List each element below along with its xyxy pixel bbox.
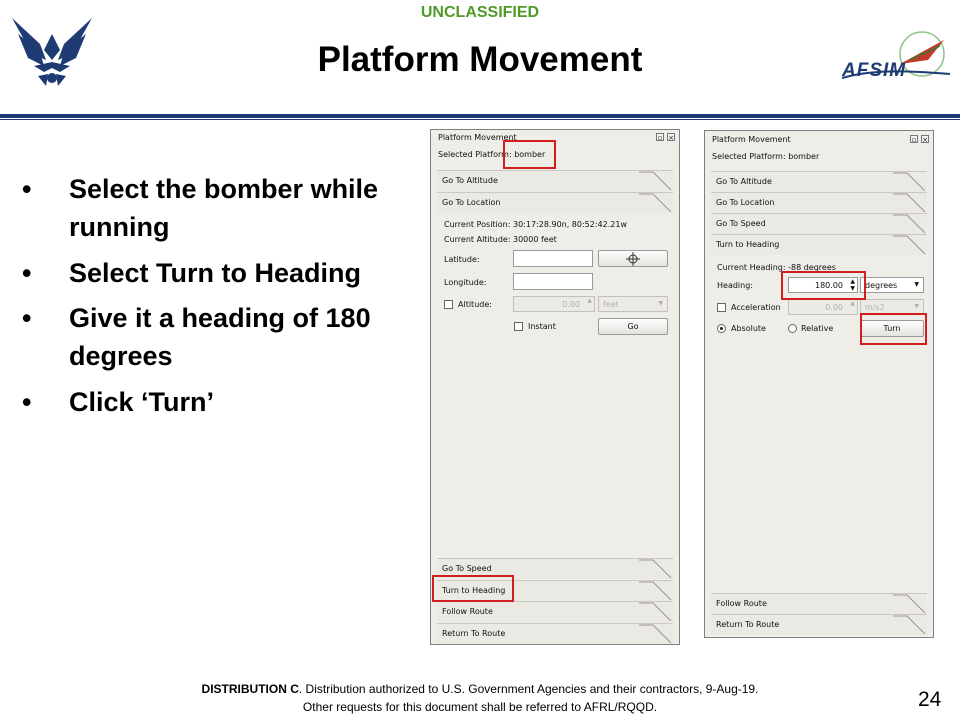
section-fold-icon [893, 594, 927, 614]
chevron-down-icon: ▼ [658, 300, 663, 307]
chevron-down-icon: ▼ [914, 281, 919, 288]
altitude-checkbox[interactable] [444, 300, 453, 309]
current-altitude-value: 30000 feet [513, 235, 557, 244]
acceleration-spinbox[interactable] [788, 299, 858, 315]
panel-title: Platform Movement [712, 135, 791, 144]
section-go-to-location[interactable] [711, 192, 927, 213]
highlight-heading-field [781, 271, 866, 300]
bullet-marker: • [22, 174, 32, 204]
heading-label: Heading: [717, 281, 753, 290]
relative-radio[interactable] [788, 324, 797, 333]
latitude-label: Latitude: [444, 255, 480, 264]
highlight-turn-to-heading [432, 575, 514, 602]
section-label: Go To Speed [442, 564, 492, 573]
section-return-to-route[interactable] [437, 623, 673, 644]
spin-arrows-icon[interactable]: ▲ [587, 297, 592, 304]
section-go-to-altitude[interactable] [437, 170, 673, 191]
bullet-text: Select the bomber while running [69, 174, 379, 242]
classification-banner: UNCLASSIFIED [420, 4, 540, 21]
close-icon[interactable]: × [922, 136, 928, 144]
section-label: Turn to Heading [716, 240, 780, 249]
platform-movement-panel-left [430, 129, 680, 645]
section-fold-icon [893, 193, 927, 213]
bullet-item [18, 383, 428, 423]
instant-checkbox[interactable] [514, 322, 523, 331]
altitude-spinbox[interactable] [513, 296, 595, 312]
section-fold-icon [639, 193, 673, 213]
section-fold-icon [893, 214, 927, 234]
section-label: Follow Route [716, 599, 767, 608]
section-fold-icon [639, 624, 673, 644]
bullet-marker: • [22, 387, 32, 417]
section-follow-route[interactable] [437, 601, 673, 622]
map-pick-button[interactable] [598, 250, 668, 267]
heading-unit-value: degrees [865, 281, 898, 290]
section-return-to-route[interactable] [711, 614, 927, 635]
acceleration-value: 0.00 [825, 303, 843, 312]
page-number: 24 [918, 688, 942, 711]
selected-platform-label: Selected Platform: bomber [712, 152, 820, 161]
absolute-radio[interactable] [717, 324, 726, 333]
acceleration-checkbox[interactable] [717, 303, 726, 312]
section-turn-to-heading[interactable] [711, 234, 927, 255]
section-label: Return To Route [442, 629, 506, 638]
altitude-unit-select[interactable] [598, 296, 668, 312]
turn-button[interactable]: Turn [860, 320, 924, 337]
section-fold-icon [893, 172, 927, 192]
distribution-line-2: Other requests for this document shall be referred to AFRL/RQQD. [302, 700, 658, 714]
bullet-text: Give it a heading of 180 degrees [69, 303, 371, 371]
section-label: Turn to Heading [442, 586, 506, 595]
float-button[interactable]: ▫ [657, 134, 663, 142]
crosshair-icon [626, 252, 640, 266]
section-go-to-location[interactable] [437, 192, 673, 213]
spin-arrows-icon[interactable]: ▲ [850, 300, 855, 307]
current-position-label: Current Position: [444, 220, 511, 229]
platform-movement-panel-right [704, 130, 934, 638]
afsim-logo-text: AFSIM [842, 60, 907, 81]
section-label: Go To Altitude [442, 176, 498, 185]
current-altitude-label: Current Altitude: [444, 235, 511, 244]
longitude-input[interactable] [513, 273, 593, 290]
section-fold-icon [639, 581, 673, 601]
bullet-marker: • [22, 258, 32, 288]
chevron-down-icon: ▼ [914, 303, 919, 310]
close-icon[interactable]: × [668, 134, 674, 142]
float-button[interactable]: ▫ [911, 136, 917, 144]
relative-label: Relative [801, 324, 834, 333]
highlight-selected-platform [503, 140, 556, 169]
section-label: Return To Route [716, 620, 780, 629]
section-fold-icon [639, 602, 673, 622]
section-go-to-speed[interactable] [711, 213, 927, 234]
bullet-text: Click ‘Turn’ [69, 387, 215, 417]
bullet-text: Select Turn to Heading [69, 258, 362, 288]
distribution-text: . Distribution authorized to U.S. Government Agencies and their contractors, 9-Aug-19. [298, 682, 759, 696]
heading-unit-select[interactable] [860, 277, 924, 293]
acceleration-label: Acceleration [731, 303, 781, 312]
header-rule [0, 114, 960, 118]
current-position-value: 30:17:28.90n, 80:52:42.21w [513, 220, 628, 229]
distribution-statement [0, 680, 960, 716]
altitude-unit-value: feet [603, 300, 619, 309]
slide-title: Platform Movement [317, 40, 643, 79]
distribution-line-1 [0, 680, 960, 698]
heading-value: 180.00 [815, 281, 843, 290]
panel-title: Platform Movement [438, 133, 517, 142]
header-rule-thin [0, 119, 960, 120]
section-go-to-altitude[interactable] [711, 171, 927, 192]
section-label: Go To Speed [716, 219, 766, 228]
bullet-item [18, 254, 428, 294]
longitude-label: Longitude: [444, 278, 487, 287]
altitude-value: 0.00 [562, 300, 580, 309]
latitude-input[interactable] [513, 250, 593, 267]
section-label: Go To Location [442, 198, 501, 207]
current-heading-label: Current Heading: -88 degrees [717, 263, 836, 272]
bullet-marker: • [22, 303, 32, 333]
selected-platform-label: Selected Platform: bomber [438, 150, 546, 159]
spin-arrows-icon[interactable]: ▲ ▼ [850, 278, 855, 292]
section-label: Go To Altitude [716, 177, 772, 186]
instant-label: Instant [528, 322, 556, 331]
absolute-label: Absolute [731, 324, 766, 333]
section-fold-icon [893, 615, 927, 635]
bullet-item [18, 170, 428, 250]
section-fold-icon [639, 171, 673, 191]
go-button[interactable]: Go [598, 318, 668, 335]
bullet-item [18, 299, 428, 379]
section-fold-icon [893, 235, 927, 255]
section-label: Follow Route [442, 607, 493, 616]
altitude-label: Altitude: [458, 300, 492, 309]
distribution-class: DISTRIBUTION C [201, 682, 299, 696]
section-fold-icon [639, 559, 673, 579]
section-label: Go To Location [716, 198, 775, 207]
section-follow-route[interactable] [711, 593, 927, 614]
acceleration-unit-value: m/s2 [865, 303, 885, 312]
highlight-turn-button [860, 313, 927, 345]
